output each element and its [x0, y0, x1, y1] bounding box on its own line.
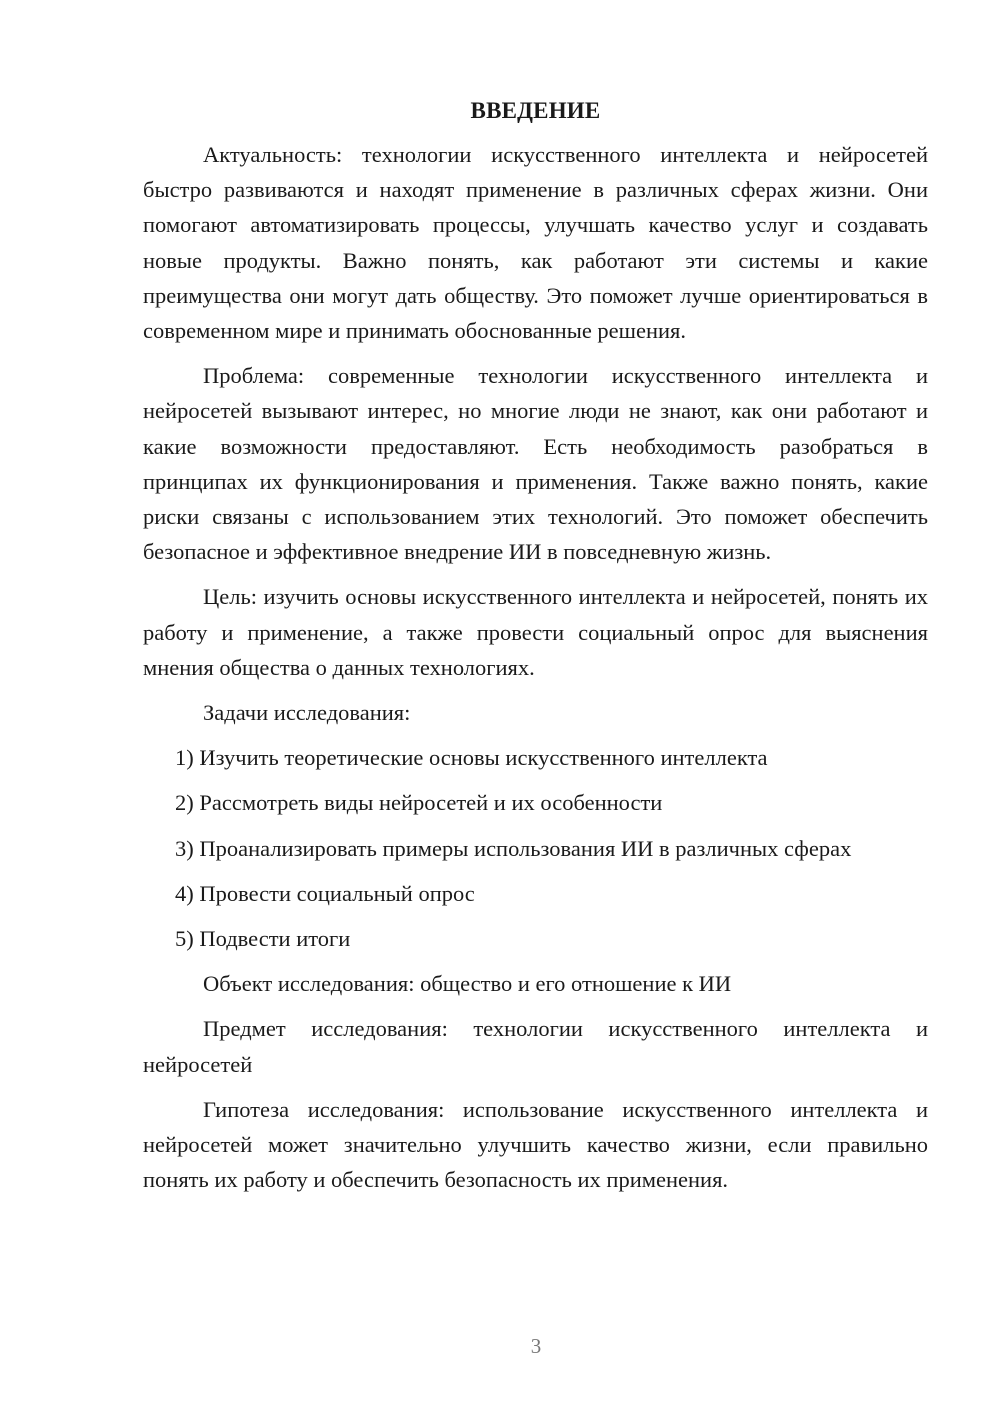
research-hypothesis: Гипотеза исследования: использование искусственного интеллекта и нейросетей может значительно улучшить качество жизни, если правильно понять их работу и обеспечить безопасность их применения. — [143, 1096, 928, 1193]
research-object: Объект исследования: общество и его отношение к ИИ — [203, 971, 732, 997]
problem-paragraph: Проблема: современные технологии искусственного интеллекта и нейросетей вызывают интерес, но многие люди не знают, как они работают и какие возможности предоставляют. Есть необходимость разобраться в принципах их функционирования и применения. Также важно понять, какие риски связаны с использованием этих технологий. Это поможет обеспечить безопасное и эффективное внедрение ИИ в повседневную жизнь. — [143, 363, 928, 565]
relevance-paragraph: Актуальность: технологии искусственного интеллекта и нейросетей быстро развиваются и находят применение в различных сферах жизни. Они помогают автоматизировать процессы, улучшать качество услуг и создавать новые продукты. Важно понять, как работают эти системы и какие преимущества они могут дать обществу. Это поможет лучше ориентироваться в современном мире и принимать обоснованные решения. — [143, 142, 928, 344]
page-title: ВВЕДЕНИЕ — [470, 98, 601, 123]
task-item-3: 3) Проанализировать примеры использования ИИ в различных сферах — [175, 835, 852, 861]
page-content — [143, 96, 928, 1207]
research-subject: Предмет исследования: технологии искусственного интеллекта и нейросетей — [143, 1016, 928, 1077]
tasks-heading: Задачи исследования: — [203, 700, 411, 726]
task-item-2: 2) Рассмотреть виды нейросетей и их особенности — [175, 790, 663, 816]
task-item-5: 5) Подвести итоги — [175, 926, 351, 952]
page-number: 3 — [530, 1334, 542, 1358]
task-item-1: 1) Изучить теоретические основы искусственного интеллекта — [175, 745, 768, 771]
goal-paragraph: Цель: изучить основы искусственного интеллекта и нейросетей, понять их работу и применение, а также провести социальный опрос для выяснения мнения общества о данных технологиях. — [143, 584, 928, 680]
task-item-4: 4) Провести социальный опрос — [175, 880, 475, 906]
